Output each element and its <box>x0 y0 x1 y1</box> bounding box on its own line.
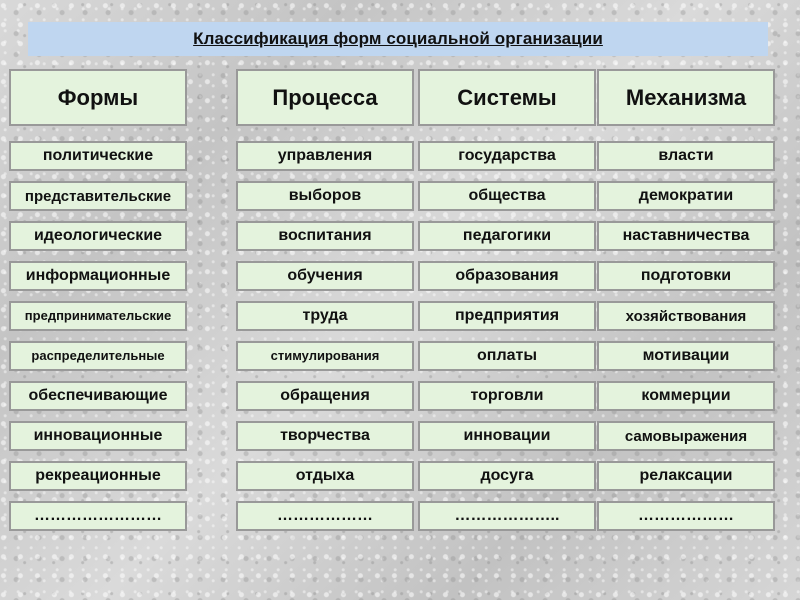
cell-forms-4: информационные <box>9 261 187 291</box>
cell-process-5: труда <box>236 301 414 331</box>
column-header-forms: Формы <box>9 69 187 126</box>
cell-process-6: стимулирования <box>236 341 414 371</box>
cell-forms-5: предпринимательские <box>9 301 187 331</box>
cell-systems-9: досуга <box>418 461 596 491</box>
column-header-systems: Системы <box>418 69 596 126</box>
cell-mechanism-7: коммерции <box>597 381 775 411</box>
cell-forms-3: идеологические <box>9 221 187 251</box>
cell-forms-1: политические <box>9 141 187 171</box>
cell-process-10: ……………… <box>236 501 414 531</box>
cell-forms-8: инновационные <box>9 421 187 451</box>
cell-mechanism-9: релаксации <box>597 461 775 491</box>
cell-process-8: творчества <box>236 421 414 451</box>
cell-systems-8: инновации <box>418 421 596 451</box>
cell-forms-6: распределительные <box>9 341 187 371</box>
column-systems <box>418 69 596 524</box>
column-mechanism <box>597 69 775 524</box>
cell-systems-10: ……………….. <box>418 501 596 531</box>
cell-mechanism-3: наставничества <box>597 221 775 251</box>
column-forms <box>9 69 187 524</box>
cell-process-4: обучения <box>236 261 414 291</box>
cell-systems-4: образования <box>418 261 596 291</box>
column-process <box>236 69 414 524</box>
column-header-mechanism: Механизма <box>597 69 775 126</box>
cell-mechanism-6: мотивации <box>597 341 775 371</box>
cell-mechanism-2: демократии <box>597 181 775 211</box>
cell-process-1: управления <box>236 141 414 171</box>
column-header-process: Процесса <box>236 69 414 126</box>
cell-process-7: обращения <box>236 381 414 411</box>
cell-process-9: отдыха <box>236 461 414 491</box>
cell-mechanism-1: власти <box>597 141 775 171</box>
cell-systems-1: государства <box>418 141 596 171</box>
cell-forms-9: рекреационные <box>9 461 187 491</box>
cell-systems-5: предприятия <box>418 301 596 331</box>
cell-systems-7: торговли <box>418 381 596 411</box>
cell-mechanism-10: ……………… <box>597 501 775 531</box>
title-banner <box>28 22 768 56</box>
cell-process-3: воспитания <box>236 221 414 251</box>
cell-mechanism-5: хозяйствования <box>597 301 775 331</box>
cell-systems-3: педагогики <box>418 221 596 251</box>
cell-mechanism-4: подготовки <box>597 261 775 291</box>
cell-systems-2: общества <box>418 181 596 211</box>
cell-forms-7: обеспечивающие <box>9 381 187 411</box>
cell-process-2: выборов <box>236 181 414 211</box>
cell-mechanism-8: самовыражения <box>597 421 775 451</box>
page-title: Классификация форм социальной организации <box>193 29 603 48</box>
cell-forms-10: …………………… <box>9 501 187 531</box>
cell-forms-2: представительские <box>9 181 187 211</box>
cell-systems-6: оплаты <box>418 341 596 371</box>
